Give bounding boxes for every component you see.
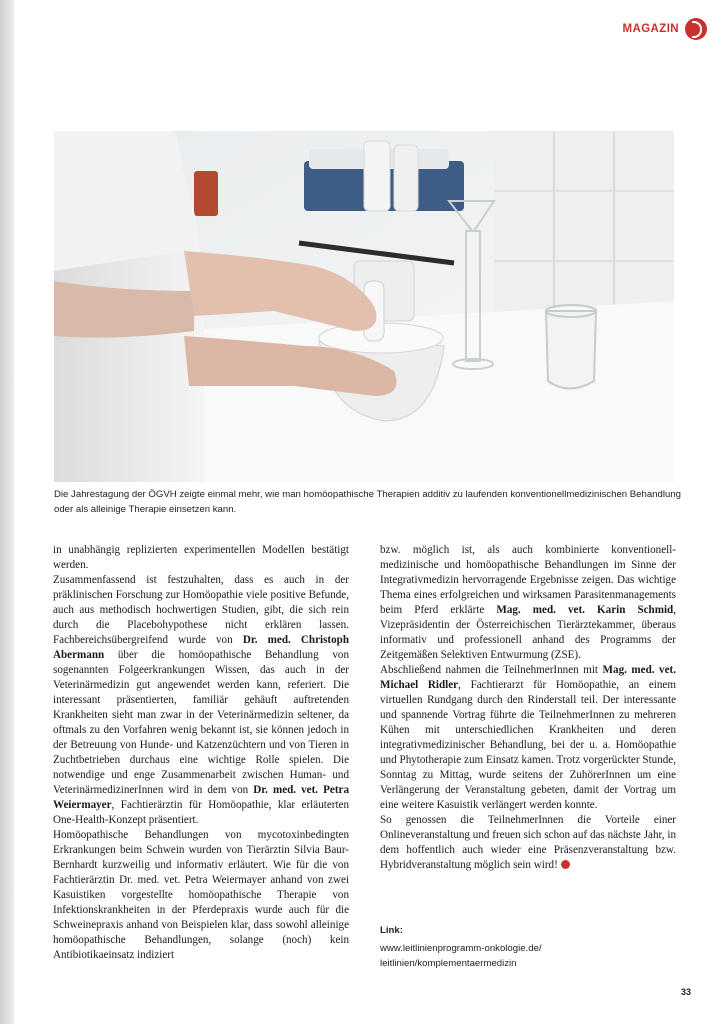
paragraph: Homöopathische Behandlungen von mycotoxinbedingten Erkrankungen beim Schwein wurden von Tierärztin Silvia Baur-Bernhardt kurzweilig und informativ erläutert. Wie für die von Fachtierärztin Dr. med. vet. Petra Weiermayer anhand von zwei Kasuistiken vorgestellte homöopathische Therapie von Infektionskrankheiten in der Pferdepraxis wurde auch für die Schweinepraxis anhand von Beispielen klar, dass sowohl alleinige homöopathische Behandlungen, solange (noch) kein Antibiotikaeinsatz indiziert: [53, 829, 349, 961]
text-run: , Vizepräsidentin der Österreichischen Tierärztekammer, überaus informativ und professionell anhand des Programms der Zeitgemäßen Selektiven Entwurmung (ZSE).: [380, 604, 676, 661]
link-url-line-1[interactable]: www.leitlinienprogramm-onkologie.de/: [380, 943, 542, 954]
text-run: , Fachtierärztin für Homöopathie, klar erläuterten One-Health-Konzept präsentiert.: [53, 799, 349, 826]
section-label: MAGAZIN: [622, 23, 679, 35]
speaker-name: Dr. med. Christoph Abermann: [53, 634, 349, 661]
text-run: Zusammenfassend ist festzuhalten, dass es auch in der präklinischen Forschung zur Homöopathie viele positive Befunde, auch aus methodisch hochwertigen Studien, gibt, die sich rein durch die Placebohypothese nicht erklären lassen. Fachbereichsübergreifend wurde von: [53, 574, 349, 646]
paragraph: [380, 663, 676, 813]
paragraph: [53, 573, 349, 828]
article-photo: [54, 131, 674, 482]
section-header: [623, 18, 707, 40]
magazine-page: [14, 0, 725, 1024]
speaker-name: Dr. med. vet. Petra Weiermayer: [53, 784, 349, 811]
link-url-line-2[interactable]: leitlinien/komplementaermedizin: [380, 958, 517, 969]
text-run: Abschließend nahmen die TeilnehmerInnen mit: [380, 664, 603, 676]
link-label: Link:: [380, 925, 403, 936]
speaker-name: Mag. med. vet. Karin Schmid: [496, 604, 674, 616]
paragraph: in unabhängig replizierten experimentellen Modellen bestätigt werden.: [53, 544, 349, 571]
paragraph: [380, 813, 676, 873]
page-edge-shadow: [0, 0, 14, 1024]
magazine-logo-icon: [685, 18, 707, 40]
end-mark-icon: [561, 860, 570, 869]
right-column: [380, 543, 676, 873]
page-number: 33: [680, 987, 691, 997]
text-run: , Fachtierarzt für Homöopathie, an einem virtuellen Rundgang durch den Rinderstall teil. Der interessante und spannende Vortrag führte die TeilnehmerInnen zu mehreren Kühen mit unterschiedlichen Krankheiten und deren integrativmedizinischer Behandlung, bei der u. a. Homöopathie und Phytotherapie zum Einsatz kamen. Trotz vorgerückter Stunde, Sonntag zu Mittag, wurde seitens der ZuhörerInnen um eine Verlängerung der Veranstaltung gebeten, damit der Vortrag um eine weitere Kasuistik verlängert werden konnte.: [380, 679, 676, 811]
paragraph: [380, 543, 676, 663]
speaker-name: Mag. med. vet. Michael Ridler: [380, 664, 676, 691]
link-block: [380, 923, 676, 971]
lab-mortar-photo-icon: [54, 131, 674, 482]
text-run: bzw. möglich ist, als auch kombinierte konventionell-medizinische und homöopathische Behandlungen im Sinne der Integrativmedizin hervorragende Ergebnisse zeigen. Das wichtige Thema eines erfolgreichen und wirksamen Parasitenmanagements beim Pferd erklärte: [380, 544, 676, 616]
left-column: [53, 543, 349, 963]
text-run: So genossen die TeilnehmerInnen die Vorteile einer Onlineveranstaltung und freuen sich schon auf das nächste Jahr, in dem hoffentlich auch wieder eine Präsenzveranstaltung bzw. Hybridveranstaltung möglich sein wird!: [380, 814, 676, 871]
photo-caption: Die Jahrestagung der ÖGVH zeigte einmal mehr, wie man homöopathische Therapien additiv zu laufenden konventionellmedizinischen Behandlung oder als alleinige Therapie einsetzen kann.: [54, 489, 681, 515]
text-run: über die homöopathische Behandlung von sogenannten Folgeerkrankungen Wissen, das auch in der Veterinärmedizin gut angewendet werden kann, referiert. Die interessant präsentierten, familiär gehäuft auftretenden Krankheiten sieht man zwar in der Veterinärmedizin seltener, da oftmals zu den Vorfahren wenig bekannt ist, sie können jedoch in der Betreuung von Hunde- und Katzenzüchtern und von Tieren in Zuchtbetrieben durchaus eine wichtige Rolle spielen. Die notwendige und enge Zusammenarbeit zwischen Human- und VeterinärmedizinerInnen wird in dem von: [53, 649, 349, 796]
